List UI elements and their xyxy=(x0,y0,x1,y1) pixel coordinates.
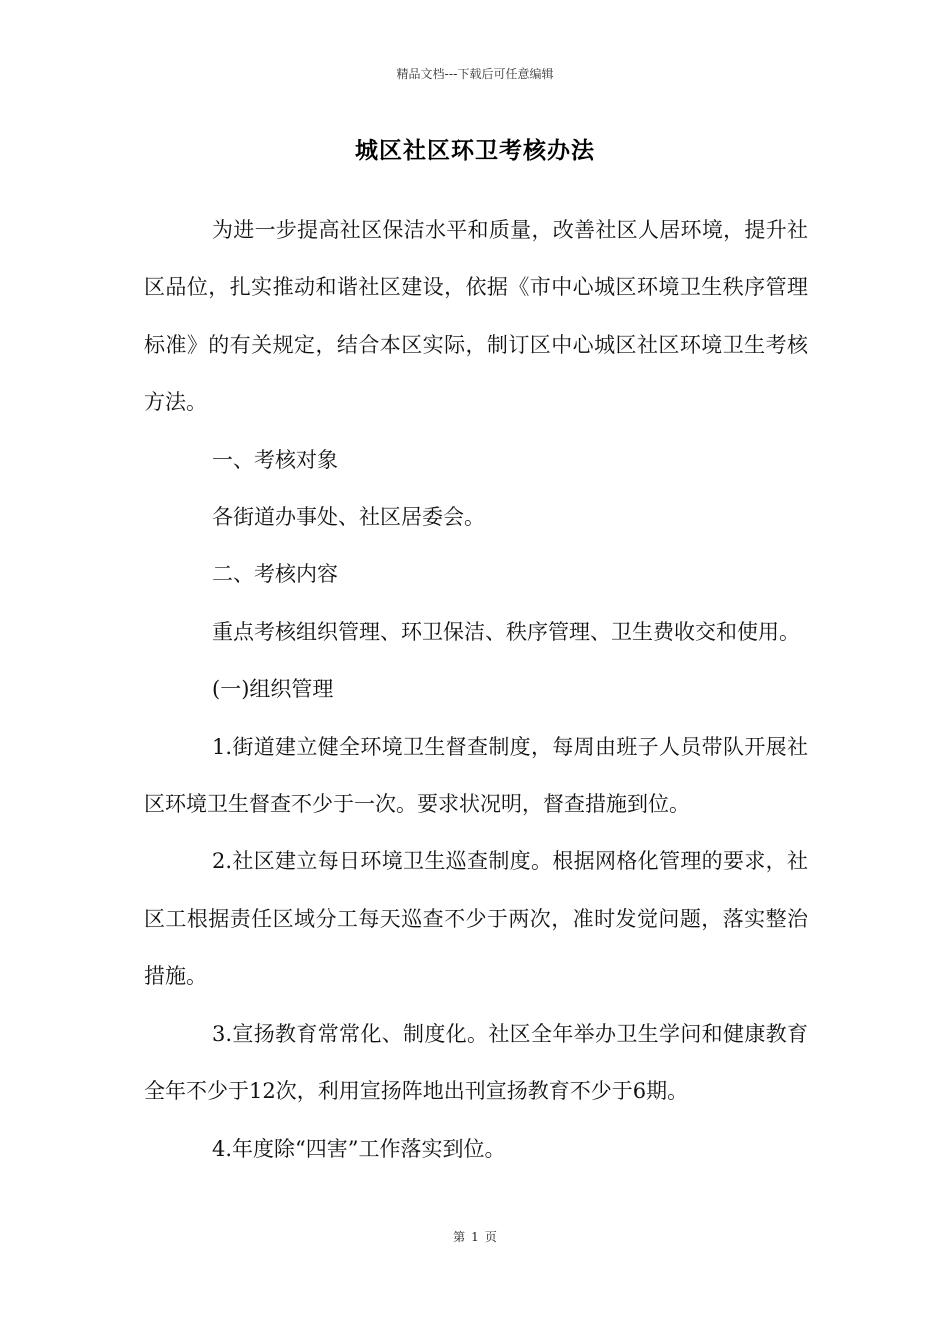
page-number-prefix: 第 xyxy=(453,1230,466,1244)
list-item-4: 4.年度除“四害”工作落实到位。 xyxy=(212,1136,506,1161)
page-number-suffix: 页 xyxy=(484,1230,497,1244)
document-body xyxy=(144,202,808,1178)
section-heading-content: 二、考核内容 xyxy=(212,562,338,587)
page-header: 精品文档---下载后可任意编辑 xyxy=(396,67,554,81)
paragraph-content: 重点考核组织管理、环卫保洁、秩序管理、卫生费收交和使用。 xyxy=(212,619,800,644)
page-footer xyxy=(0,1229,950,1245)
document-title: 城区社区环卫考核办法 xyxy=(355,138,595,164)
paragraph-intro: 为进一步提高社区保洁水平和质量，改善社区人居环境，提升社区品位，扎实推动和谐社区建设，依据《市中心城区环境卫生秩序管理标准》的有关规定，结合本区实际，制订区中心城区社区环境卫生考核方法。 xyxy=(144,218,808,415)
section-heading-objects: 一、考核对象 xyxy=(212,447,338,472)
list-item-1: 1.街道建立健全环境卫生督查制度，每周由班子人员带队开展社区环境卫生督查不少于一次。要求状况明，督查措施到位。 xyxy=(144,734,808,817)
paragraph-objects: 各街道办事处、社区居委会。 xyxy=(212,505,485,530)
page-number: 1 xyxy=(471,1230,479,1244)
list-item-3: 3.宣扬教育常常化、制度化。社区全年举办卫生学问和健康教育全年不少于12次，利用宣扬阵地出刊宣扬教育不少于6期。 xyxy=(144,1021,808,1104)
subsection-heading-organization: (一)组织管理 xyxy=(212,677,334,702)
list-item-2: 2.社区建立每日环境卫生巡查制度。根据网格化管理的要求，社区工根据责任区域分工每天巡查不少于两次，准时发觉问题，落实整治措施。 xyxy=(144,849,808,989)
